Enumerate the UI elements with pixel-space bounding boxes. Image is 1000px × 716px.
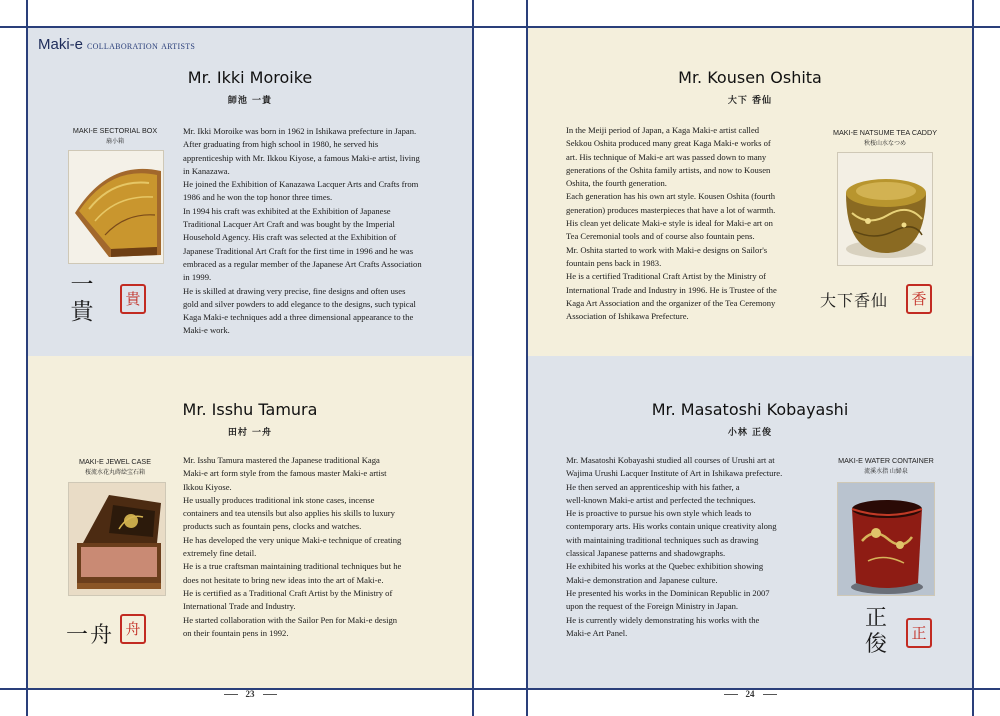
- artist-name: Mr. Kousen Oshita: [678, 68, 822, 87]
- artist-signature: 一貴: [70, 272, 94, 325]
- bio-line: Maki-e art form style from the famous master Maki-e artist: [183, 468, 387, 479]
- bio-line: Maki-e work.: [183, 325, 230, 336]
- bio-line: He is currently widely demonstrating his works with the: [566, 614, 760, 625]
- bio-line: embraced as a regular member of the Japanese Art Crafts Association: [183, 258, 422, 269]
- bio-line: He started collaboration with the Sailor Pen for Maki-e design: [183, 614, 398, 625]
- bio-line: apprenticeship with Mr. Ikkou Kiyose, a famous Maki-e artist, living: [183, 152, 420, 163]
- page-right: [528, 28, 972, 688]
- item-caption-jp: 扇小箱: [105, 139, 124, 145]
- bio-line: In 1994 his craft was exhibited at the Exhibition of Japanese: [183, 205, 391, 216]
- bio-line: Association of Ishikawa Prefecture.: [566, 311, 689, 322]
- page-number-left: [190, 689, 310, 699]
- item-caption-en: MAKI-E JEWEL CASE: [78, 457, 152, 466]
- section-title-sub: collaboration artists: [87, 40, 196, 52]
- bio-line: in Kanazawa.: [183, 165, 230, 176]
- bio-line: with maintaining traditional techniques such as drawing: [566, 534, 759, 545]
- bio-line: After graduating from high school in 1980, he served his: [183, 139, 379, 150]
- bio-line: Maki-e demonstration and Japanese culture.: [566, 574, 718, 585]
- artist-bio: [566, 454, 828, 640]
- bio-line: Kaga Maki-e techniques add a three dimensional appearance to the: [183, 312, 414, 323]
- bio-line: He is proactive to pursue his own style which leads to: [566, 508, 752, 519]
- artist-signature: 大下香仙: [820, 291, 889, 310]
- bio-line: generations of the Oshita family artists, and now to Kousen: [566, 164, 771, 175]
- item-photo-water-container: [837, 482, 935, 596]
- bio-line: Traditional Lacquer Art Craft and was bought by the Imperial: [183, 219, 395, 230]
- bio-line: Wajima Urushi Lacquer Institute of Art in Ishikawa prefecture.: [566, 468, 783, 479]
- item-caption-jp: 秋桜山水なつめ: [863, 141, 906, 147]
- bio-line: art. His technique of Maki-e art was passed down to many: [566, 151, 767, 162]
- section-title-main: Maki-e: [38, 36, 84, 53]
- bio-line: well-known Maki-e artist and perfected the techniques.: [566, 494, 756, 505]
- item-photo-natsume-tea-caddy: [837, 152, 933, 266]
- bio-line: does not hesitate to bring new ideas into the art of Maki-e.: [183, 574, 384, 585]
- bio-line: upon the request of the Foreign Ministry in Japan.: [566, 601, 739, 612]
- bio-line: Mr. Masatoshi Kobayashi studied all courses of Urushi art at: [566, 455, 775, 465]
- artist-name-jp: 師池 一貴: [227, 96, 273, 106]
- artist-signature: 正俊: [864, 606, 887, 657]
- bio-line: He has developed the very unique Maki-e technique of creating: [183, 534, 402, 545]
- artist-name: Mr. Masatoshi Kobayashi: [651, 400, 849, 419]
- bio-line: on their fountain pens in 1992.: [183, 627, 289, 638]
- item-caption: [822, 456, 950, 475]
- artist-seal: 貴: [120, 284, 146, 314]
- bio-line: He joined the Exhibition of Kanazawa Lacquer Arts and Crafts from: [183, 179, 419, 190]
- bio-line: Mr. Isshu Tamura mastered the Japanese traditional Kaga: [183, 455, 380, 465]
- item-caption: [820, 128, 950, 147]
- bio-line: Oshita, the fourth generation.: [566, 178, 667, 189]
- bio-line: He then served an apprenticeship with his father, a: [566, 481, 740, 492]
- bio-line: containers and tea utensils but also applies his skills to luxury: [183, 508, 395, 519]
- bio-line: in 1999.: [183, 272, 212, 283]
- bio-line: He exhibited his works at the Quebec exhibition showing: [566, 561, 764, 572]
- item-photo-sectorial-box: [68, 150, 164, 264]
- bio-line: Mr. Ikki Moroike was born in 1962 in Ishikawa prefecture in Japan.: [183, 126, 417, 136]
- item-caption: [60, 457, 170, 476]
- item-caption-en: MAKI-E SECTORIAL BOX: [72, 126, 158, 135]
- bio-line: Tea Ceremonial tools and of course also fountain pens.: [566, 231, 755, 242]
- bio-line: International Trade and Industry in 1996. He is Trustee of the: [566, 284, 777, 295]
- bio-line: fountain pens back in 1983.: [566, 257, 662, 268]
- frame-line-right: [972, 0, 974, 716]
- bio-line: generation) produces masterpieces that have a lot of warmth.: [566, 204, 776, 215]
- bio-line: Each generation has his own art style. Kousen Oshita (fourth: [566, 191, 776, 202]
- item-caption-en: MAKI-E NATSUME TEA CADDY: [833, 128, 937, 137]
- bio-line: Japanese Traditional Art Craft for the first time in 1996 and he was: [183, 245, 414, 256]
- item-caption-jp: 流溪水指 山婦泉: [864, 469, 908, 475]
- artist-name: Mr. Isshu Tamura: [182, 400, 318, 419]
- artist-panel-oshita: [528, 28, 972, 356]
- artist-name-jp: 大下 香仙: [727, 96, 773, 106]
- bio-line: Kaga Art Association and the organizer of the Tea Ceremony: [566, 297, 776, 308]
- artist-name-jp: 小林 正俊: [727, 428, 773, 438]
- item-photo-jewel-case: [68, 482, 166, 596]
- bio-line: International Trade and Industry.: [183, 601, 296, 612]
- bio-line: 1986 and he won the top honor three times.: [183, 192, 333, 203]
- bio-line: Sekkou Oshita produced many great Kaga Maki-e works of: [566, 138, 771, 149]
- page-number-left-value: 23: [245, 689, 255, 699]
- bio-line: extremely fine detail.: [183, 548, 257, 559]
- bio-line: In the Meiji period of Japan, a Kaga Maki-e artist called: [566, 125, 760, 135]
- item-caption-en: MAKI-E WATER CONTAINER: [838, 456, 934, 465]
- artist-signature: 一舟: [66, 623, 115, 648]
- bio-line: classical Japanese patterns and shadowgraphs.: [566, 548, 726, 559]
- bio-line: products such as fountain pens, clocks and watches.: [183, 521, 362, 532]
- artist-seal: 舟: [120, 614, 146, 644]
- page-left: [28, 28, 472, 688]
- artist-name: Mr. Ikki Moroike: [187, 68, 313, 87]
- bio-line: gold and silver powders to add elegance to the designs, such typical: [183, 298, 416, 309]
- artist-bio: [183, 125, 463, 338]
- artist-name-jp: 田村 一舟: [227, 428, 273, 438]
- item-caption: [60, 126, 170, 145]
- artist-bio: [566, 124, 826, 323]
- bio-line: Mr. Oshita started to work with Maki-e designs on Sailor's: [566, 244, 768, 255]
- artist-seal: 正: [906, 618, 932, 648]
- bio-line: Ikkou Kiyose.: [183, 481, 232, 492]
- artist-bio: [183, 454, 463, 640]
- section-title: [38, 36, 195, 53]
- bio-line: His clean yet delicate Maki-e style is ideal for Maki-e art on: [566, 218, 773, 229]
- bio-line: He is certified as a Traditional Craft Artist by the Ministry of: [183, 587, 393, 598]
- bio-line: He is skilled at drawing very precise, fine designs and often uses: [183, 285, 406, 296]
- item-caption-jp: 桜流水花丸蒔絵宝石箱: [84, 470, 145, 476]
- bio-line: Maki-e Art Panel.: [566, 627, 628, 638]
- bio-line: He presented his works in the Dominican Republic in 2007: [566, 587, 770, 598]
- bio-line: contemporary arts. His works contain unique creativity along: [566, 521, 777, 532]
- bio-line: He is a certified Traditional Craft Artist by the Ministry of: [566, 271, 767, 282]
- page-number-right: [690, 689, 810, 699]
- bio-line: He usually produces traditional ink stone cases, incense: [183, 494, 375, 505]
- artist-panel-tamura: [28, 356, 472, 688]
- frame-line-gutter-left: [472, 0, 474, 716]
- bio-line: Household Agency. His craft was selected at the Exhibition of: [183, 232, 397, 243]
- frame-line-bottom: [0, 688, 1000, 690]
- artist-panel-kobayashi: [528, 356, 972, 688]
- artist-seal: 香: [906, 284, 932, 314]
- page-number-right-value: 24: [745, 689, 755, 699]
- artist-panel-moroike: [28, 28, 472, 356]
- bio-line: He is a true craftsman maintaining traditional techniques but he: [183, 561, 402, 572]
